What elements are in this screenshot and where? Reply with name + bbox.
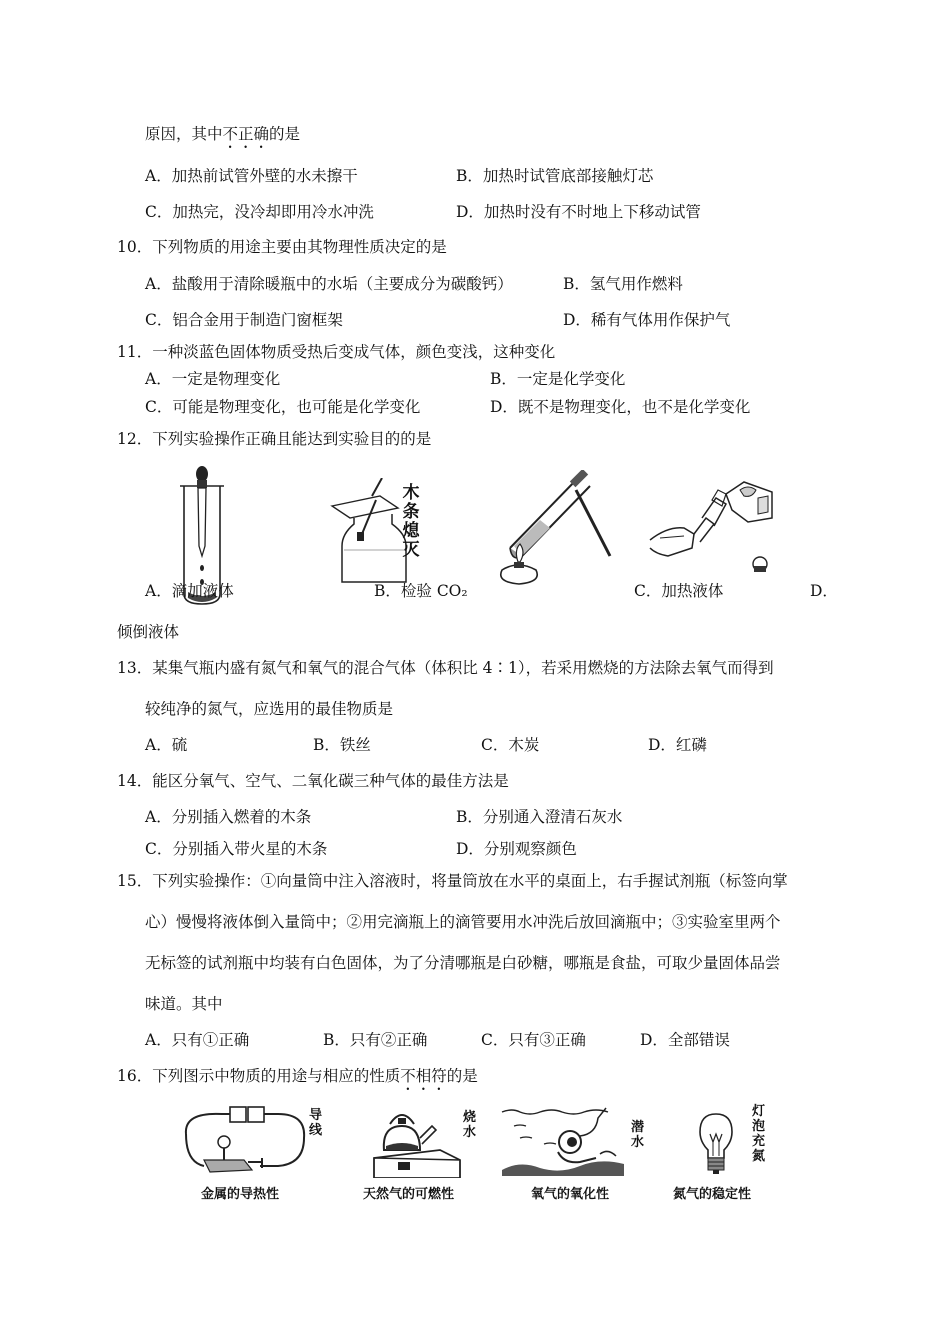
q14-stem: 14．能区分氧气、空气、二氧化碳三种气体的最佳方法是 <box>117 772 509 790</box>
q9-option-b[interactable]: B．加热时试管底部接触灯芯 <box>456 167 654 185</box>
q9-cont-suffix: 的是 <box>269 125 301 143</box>
q15-option-d[interactable]: D．全部错误 <box>640 1031 730 1049</box>
q16-stem <box>117 1066 478 1094</box>
q12-option-d-continued: 倾倒液体 <box>117 623 180 641</box>
q13-stem-continued: 较纯净的氮气，应选用的最佳物质是 <box>145 700 394 718</box>
q10-option-d[interactable]: D．稀有气体用作保护气 <box>563 311 731 329</box>
q15-option-c[interactable]: C．只有③正确 <box>481 1031 586 1049</box>
q12-option-a[interactable]: A．滴加液体 <box>145 582 234 600</box>
q11-option-d[interactable]: D．既不是物理变化，也不是化学变化 <box>490 398 751 416</box>
q14-option-d[interactable]: D．分别观察颜色 <box>456 840 577 858</box>
fig2-caption: 天然气的可燃性 <box>363 1187 455 1202</box>
fig4-side-label: 灯 泡 充 氮 <box>751 1104 765 1164</box>
q12-option-d[interactable]: D． <box>810 582 838 600</box>
fig3-caption: 氧气的氧化性 <box>531 1187 610 1202</box>
q10-option-a[interactable]: A．盐酸用于清除暖瓶中的水垢（主要成分为碳酸钙） <box>145 275 513 293</box>
q13-stem: 13．某集气瓶内盛有氮气和氧气的混合气体（体积比 4∶1），若采用燃烧的方法除去氧气而得到 <box>117 659 774 677</box>
fig1-side-label: 导 线 <box>308 1108 322 1138</box>
q12-stem: 12．下列实验操作正确且能达到实验目的的是 <box>117 430 432 448</box>
kettle-on-stove-figure <box>370 1104 466 1178</box>
q10-option-b[interactable]: B．氢气用作燃料 <box>563 275 683 293</box>
q15-option-b[interactable]: B．只有②正确 <box>323 1031 428 1049</box>
q9-cont-prefix: 原因，其中 <box>145 125 223 143</box>
q13-option-a[interactable]: A．硫 <box>145 736 188 754</box>
q10-option-c[interactable]: C．铝合金用于制造门窗框架 <box>145 311 343 329</box>
q9-option-c[interactable]: C．加热完，没冷却即用冷水冲洗 <box>145 203 374 221</box>
fig3-side-label: 潜 水 <box>630 1120 644 1150</box>
q12-b-image-text: 木 条 熄 灭 <box>402 483 420 560</box>
q16-stem-prefix: 16．下列图示中物质的用途与相应的性质 <box>117 1067 401 1085</box>
q9-cont-emphasis: 不正确 <box>222 125 270 143</box>
q13-option-c[interactable]: C．木炭 <box>481 736 540 754</box>
q13-option-d[interactable]: D．红磷 <box>648 736 707 754</box>
heating-test-tube-figure <box>492 470 616 590</box>
pouring-liquid-figure <box>648 478 778 578</box>
q15-stem-line1: 15．下列实验操作：①向量筒中注入溶液时，将量筒放在水平的桌面上，右手握试剂瓶（标签向掌 <box>117 872 788 890</box>
q12-option-c[interactable]: C．加热液体 <box>634 582 724 600</box>
q14-option-c[interactable]: C．分别插入带火星的木条 <box>145 840 328 858</box>
q16-stem-suffix: 的是 <box>446 1067 478 1085</box>
q11-option-b[interactable]: B．一定是化学变化 <box>490 370 626 388</box>
q11-option-c[interactable]: C．可能是物理变化，也可能是化学变化 <box>145 398 421 416</box>
wire-circuit-figure <box>182 1104 310 1176</box>
fig4-caption: 氮气的稳定性 <box>673 1187 752 1202</box>
q16-stem-emphasis: 不相符 <box>400 1067 447 1085</box>
q13-option-b[interactable]: B．铁丝 <box>313 736 371 754</box>
q10-stem: 10．下列物质的用途主要由其物理性质决定的是 <box>117 238 447 256</box>
q15-stem-line3: 无标签的试剂瓶中均装有白色固体，为了分清哪瓶是白砂糖，哪瓶是食盐，可取少量固体品尝 <box>145 954 781 972</box>
q15-option-a[interactable]: A．只有①正确 <box>145 1031 250 1049</box>
q15-stem-line4: 味道。其中 <box>145 995 223 1013</box>
q9-option-a[interactable]: A．加热前试管外壁的水未擦干 <box>145 167 358 185</box>
light-bulb-figure <box>696 1112 736 1176</box>
fig2-side-label: 烧 水 <box>462 1110 476 1140</box>
diver-figure <box>500 1104 626 1176</box>
fig1-caption: 金属的导热性 <box>201 1187 280 1202</box>
q12-option-b[interactable]: B．检验 CO₂ <box>374 582 468 600</box>
q14-option-a[interactable]: A．分别插入燃着的木条 <box>145 808 312 826</box>
q11-stem: 11．一种淡蓝色固体物质受热后变成气体，颜色变浅，这种变化 <box>117 343 556 361</box>
q9-continuation <box>145 124 300 152</box>
q15-stem-line2: 心）慢慢将液体倒入量筒中；②用完滴瓶上的滴管要用水冲洗后放回滴瓶中；③实验室里两个 <box>145 913 781 931</box>
q14-option-b[interactable]: B．分别通入澄清石灰水 <box>456 808 623 826</box>
q9-option-d[interactable]: D．加热时没有不时地上下移动试管 <box>456 203 701 221</box>
q11-option-a[interactable]: A．一定是物理变化 <box>145 370 281 388</box>
